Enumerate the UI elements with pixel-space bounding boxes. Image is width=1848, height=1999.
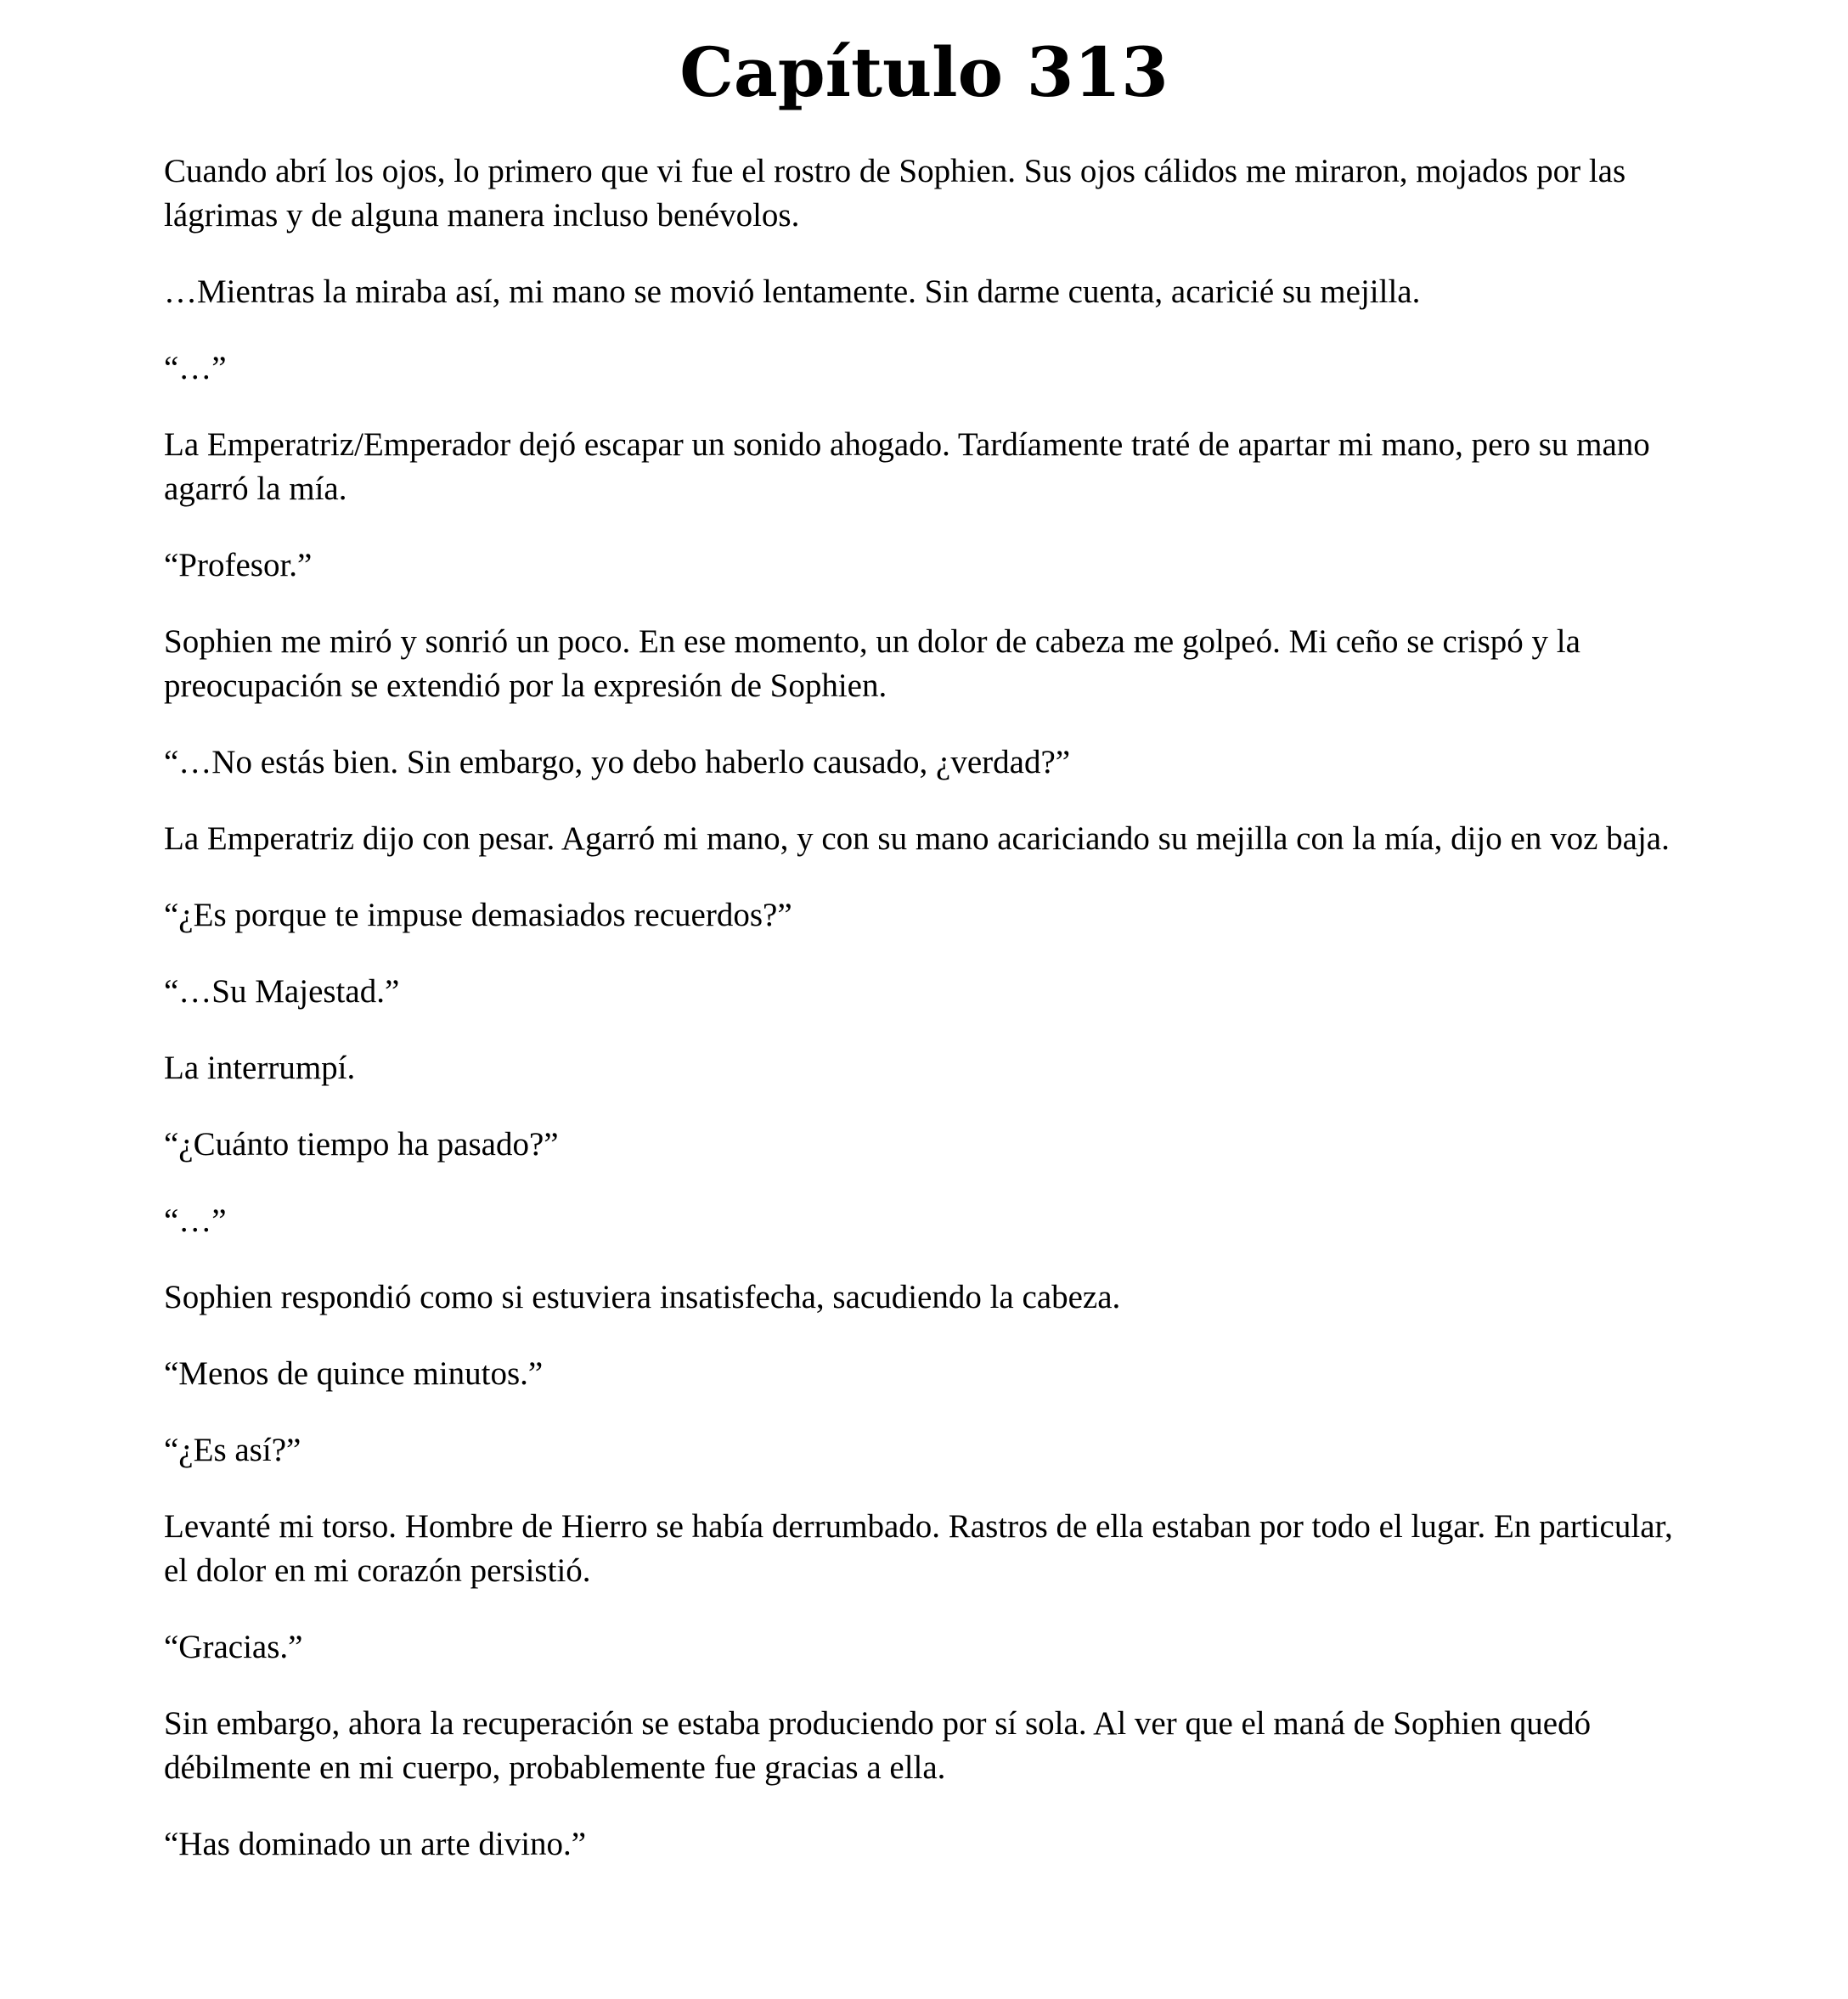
- paragraph: “…”: [164, 350, 227, 386]
- paragraph: “¿Cuánto tiempo ha pasado?”: [164, 1126, 559, 1163]
- paragraph: “Has dominado un arte divino.”: [164, 1826, 587, 1862]
- paragraph: “Menos de quince minutos.”: [164, 1355, 544, 1392]
- chapter-body: [164, 149, 1693, 1899]
- paragraph: Sophien me miró y sonrió un poco. En ese momento, un dolor de cabeza me golpeó. Mi ceño se crispó y la preocupación se extendió por la expresión de Sophien.: [164, 623, 1580, 704]
- paragraph: Sophien respondió como si estuviera insatisfecha, sacudiendo la cabeza.: [164, 1279, 1121, 1315]
- chapter-title: Capítulo 313: [679, 32, 1169, 112]
- paragraph: “Gracias.”: [164, 1629, 303, 1665]
- paragraph: “Profesor.”: [164, 547, 313, 583]
- paragraph: “…Su Majestad.”: [164, 973, 400, 1010]
- paragraph: Sin embargo, ahora la recuperación se estaba produciendo por sí sola. Al ver que el maná de Sophien quedó débilmente en mi cuerpo, probablemente fue gracias a ella.: [164, 1705, 1592, 1786]
- paragraph: “…”: [164, 1202, 227, 1239]
- paragraph: Levanté mi torso. Hombre de Hierro se había derrumbado. Rastros de ella estaban por todo el lugar. En particular, el dolor en mi corazón persistió.: [164, 1508, 1673, 1589]
- paragraph: Cuando abrí los ojos, lo primero que vi fue el rostro de Sophien. Sus ojos cálidos me miraron, mojados por las lágrimas y de alguna manera incluso benévolos.: [164, 153, 1626, 234]
- paragraph: “¿Es así?”: [164, 1432, 301, 1468]
- paragraph: “¿Es porque te impuse demasiados recuerdos?”: [164, 897, 792, 933]
- paragraph: …Mientras la miraba así, mi mano se movió lentamente. Sin darme cuenta, acaricié su mejilla.: [164, 273, 1421, 310]
- paragraph: La Emperatriz dijo con pesar. Agarró mi mano, y con su mano acariciando su mejilla con la mía, dijo en voz baja.: [164, 820, 1670, 857]
- paragraph: La interrumpí.: [164, 1050, 356, 1086]
- paragraph: “…No estás bien. Sin embargo, yo debo haberlo causado, ¿verdad?”: [164, 744, 1071, 780]
- paragraph: La Emperatriz/Emperador dejó escapar un sonido ahogado. Tardíamente traté de apartar mi mano, pero su mano agarró la mía.: [164, 426, 1650, 507]
